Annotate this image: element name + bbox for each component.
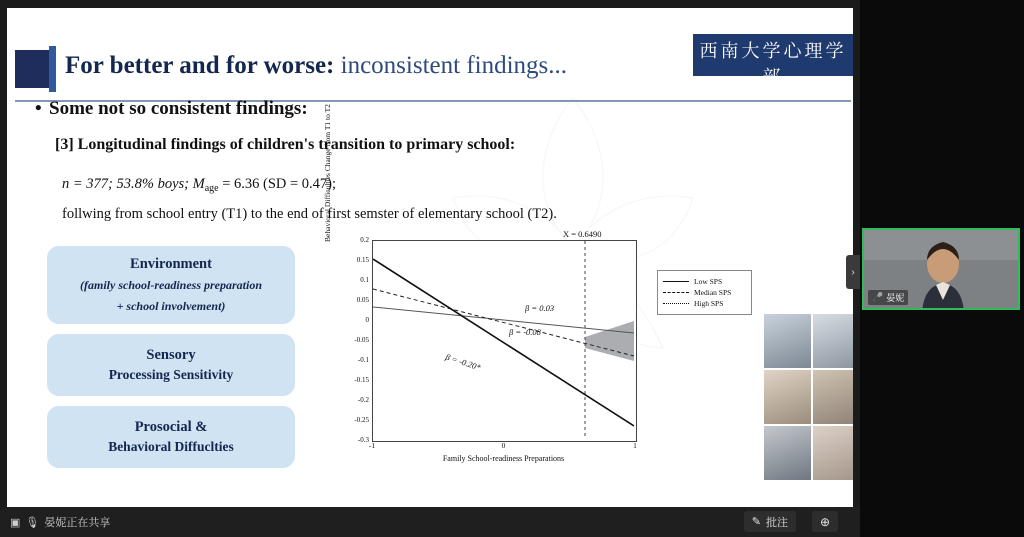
stats-subscript: age [204, 183, 219, 194]
slide-bullet-secondary: [3] Longitudinal findings of children's transition to primary school: [55, 136, 516, 153]
video-tile-active-speaker[interactable] [862, 228, 1020, 310]
photo-thumbnail [764, 426, 811, 480]
chart-x-tick: 1 [633, 441, 637, 450]
legend-swatch-dotted [663, 303, 689, 304]
concept-box-subtitle: Processing Sensitivity [108, 367, 234, 382]
sharing-status-text: 晏妮正在共享 [44, 517, 111, 529]
university-logo [693, 34, 853, 97]
stats-text: n = 377; 53.8% boys; M [62, 176, 205, 192]
zoom-in-button[interactable] [812, 511, 838, 532]
legend-entry-low [663, 277, 746, 286]
video-panel [860, 0, 1024, 537]
bullet-primary-text: Some not so consistent findings: [49, 98, 308, 119]
legend-entry-median [663, 288, 746, 297]
chart-legend [657, 270, 752, 315]
concept-box-title: Environment [130, 256, 212, 273]
photo-thumbnail [813, 426, 853, 480]
stats-text-tail: = 6.36 (SD = 0.47); [218, 176, 337, 192]
photo-thumbnail [813, 314, 853, 368]
chart-x-ticks [368, 441, 637, 453]
chart-x-annotation: X = 0.6490 [563, 229, 602, 239]
mic-muted-icon: 🎤 [872, 292, 884, 302]
title-decor-accent [49, 46, 56, 92]
collapse-video-panel-button[interactable] [846, 255, 860, 289]
beta-label-high: β = -0.20* [444, 351, 482, 373]
chart-y-tick: -0.2 [357, 396, 369, 404]
photo-thumbnail [764, 314, 811, 368]
slide-follow-line: follwing from school entry (T1) to the end of first semster of elementary school (T2). [62, 206, 557, 222]
screen-share-icon: ▣ [10, 516, 21, 529]
chart-y-tick: -0.25 [354, 416, 369, 424]
photo-strip [764, 314, 853, 480]
logo-english-text: Southwest University Faculty of Psychology [703, 90, 843, 97]
chart-y-tick: 0.1 [360, 276, 369, 284]
chart-y-tick: -0.3 [357, 436, 369, 444]
beta-label-median: β = -0.08 [509, 327, 541, 337]
share-toolbar [0, 507, 860, 537]
sharing-status [10, 514, 110, 530]
concept-box-sensory [47, 334, 295, 396]
slide-title-light: inconsistent findings... [334, 52, 568, 79]
chart-x-axis-label: Family School-readiness Preparations [442, 454, 565, 463]
microphone-icon: 🎙 [25, 516, 40, 529]
beta-label-low: β = 0.03 [525, 303, 555, 313]
logo-chinese-text: 西南大学心理学部 [699, 41, 847, 87]
chart-y-tick: -0.05 [354, 336, 369, 344]
participant-name-badge [868, 290, 908, 305]
concept-box-title: Sensory [146, 347, 196, 363]
chart-y-ticks [343, 236, 369, 444]
pencil-icon: ✎ [751, 516, 761, 528]
chart-x-tick: 0 [501, 441, 506, 450]
concept-box-title: Prosocial & [134, 419, 208, 435]
concept-box-subtitle: Behavioral Diffuclties [108, 439, 234, 454]
slide-bullet-primary [35, 98, 308, 120]
concept-box-subtitle-2: + school involvement) [116, 298, 226, 313]
slide-sample-stats [62, 176, 336, 194]
chart-y-tick: -0.15 [354, 376, 369, 384]
magnifier-icon: ⊕ [819, 514, 831, 529]
concept-box-environment [47, 246, 295, 324]
chart-y-tick: 0.05 [356, 296, 369, 304]
chevron-right-icon: › [851, 266, 855, 278]
chart-y-tick: 0.2 [360, 236, 369, 244]
legend-swatch-solid [663, 281, 689, 282]
presentation-slide [7, 8, 853, 508]
annotate-label: 批注 [766, 516, 788, 529]
chart-y-tick: 0 [365, 316, 369, 324]
bullet-dot: • [35, 98, 42, 119]
photo-thumbnail [764, 370, 811, 424]
photo-thumbnail [813, 370, 853, 424]
chart-plot-area [372, 229, 637, 442]
slide-title [65, 52, 567, 80]
chart-y-tick: -0.1 [357, 356, 369, 364]
annotate-button[interactable] [744, 511, 796, 532]
chart-y-tick: 0.15 [356, 256, 369, 264]
legend-label-low: Low SPS [694, 277, 723, 286]
legend-label-median: Median SPS [694, 288, 732, 297]
slide-title-bold: For better and for worse: [65, 52, 335, 79]
chart-x-tick: -1 [368, 441, 376, 450]
legend-swatch-dashed [663, 292, 689, 293]
chart-y-axis-label: Behavioral Difficulties Change from T1 to T2 [323, 104, 332, 242]
participant-name: 晏妮 [886, 293, 905, 303]
legend-label-high: High SPS [694, 299, 724, 308]
legend-entry-high [663, 299, 746, 308]
interaction-plot [323, 104, 732, 463]
chart-lines [373, 241, 634, 439]
concept-box-subtitle-1: (family school-readiness preparation [80, 278, 262, 293]
concept-box-prosocial [47, 406, 295, 468]
